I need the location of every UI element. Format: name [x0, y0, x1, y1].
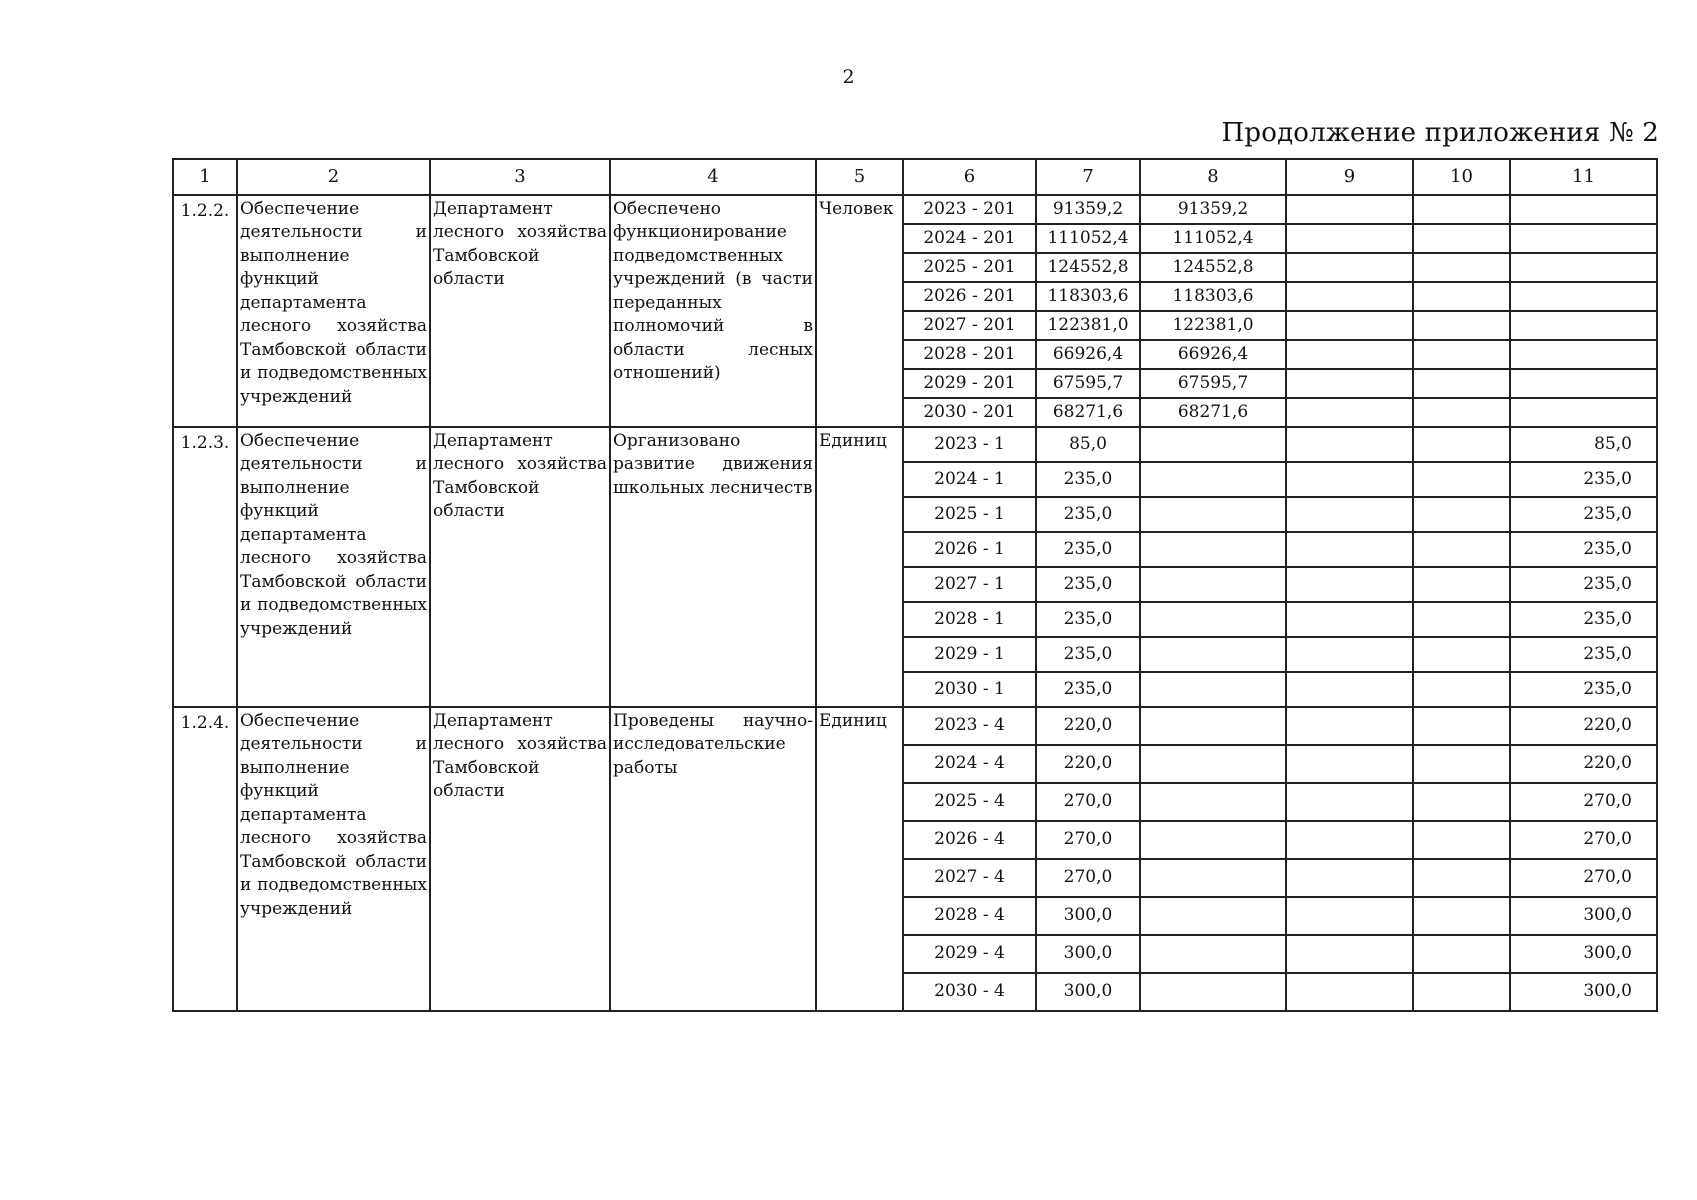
year-code: 2028 - 1	[903, 602, 1036, 637]
col9-value	[1286, 637, 1413, 672]
col11-value	[1510, 282, 1657, 311]
row-description: Обеспечение деятельности и выполнение функций департамента лесного хозяйства Тамбовской области и подведомственных учреждений	[237, 707, 430, 1011]
col8-value	[1140, 427, 1286, 462]
year-code: 2027 - 1	[903, 567, 1036, 602]
year-code: 2024 - 1	[903, 462, 1036, 497]
year-code: 2026 - 201	[903, 282, 1036, 311]
row-unit: Единиц	[816, 427, 903, 707]
total-value: 235,0	[1036, 532, 1140, 567]
row-id: 1.2.3.	[173, 427, 237, 707]
col11-value: 270,0	[1510, 783, 1657, 821]
col8-value	[1140, 897, 1286, 935]
column-header: 5	[816, 159, 903, 195]
col8-value	[1140, 462, 1286, 497]
col11-value: 270,0	[1510, 821, 1657, 859]
col10-value	[1413, 224, 1510, 253]
total-value: 235,0	[1036, 497, 1140, 532]
year-code: 2028 - 201	[903, 340, 1036, 369]
col8-value	[1140, 532, 1286, 567]
col11-value: 235,0	[1510, 497, 1657, 532]
column-header: 6	[903, 159, 1036, 195]
year-code: 2029 - 201	[903, 369, 1036, 398]
col9-value	[1286, 398, 1413, 427]
col10-value	[1413, 859, 1510, 897]
col11-value: 85,0	[1510, 427, 1657, 462]
col9-value	[1286, 859, 1413, 897]
column-header: 2	[237, 159, 430, 195]
total-value: 122381,0	[1036, 311, 1140, 340]
col9-value	[1286, 821, 1413, 859]
col9-value	[1286, 462, 1413, 497]
col10-value	[1413, 973, 1510, 1011]
col9-value	[1286, 602, 1413, 637]
total-value: 300,0	[1036, 897, 1140, 935]
col11-value	[1510, 340, 1657, 369]
col10-value	[1413, 369, 1510, 398]
row-executor: Департамент лесного хозяйства Тамбовской области	[430, 195, 610, 427]
year-code: 2026 - 4	[903, 821, 1036, 859]
col9-value	[1286, 567, 1413, 602]
column-header: 4	[610, 159, 816, 195]
year-code: 2026 - 1	[903, 532, 1036, 567]
row-description: Обеспечение деятельности и выполнение функций департамента лесного хозяйства Тамбовской области и подведомственных учреждений	[237, 427, 430, 707]
year-code: 2024 - 4	[903, 745, 1036, 783]
col9-value	[1286, 707, 1413, 745]
total-value: 220,0	[1036, 745, 1140, 783]
year-code: 2028 - 4	[903, 897, 1036, 935]
col9-value	[1286, 253, 1413, 282]
col11-value: 220,0	[1510, 707, 1657, 745]
row-executor: Департамент лесного хозяйства Тамбовской области	[430, 427, 610, 707]
col10-value	[1413, 311, 1510, 340]
header-row	[173, 159, 1657, 195]
col10-value	[1413, 195, 1510, 224]
col10-value	[1413, 532, 1510, 567]
col9-value	[1286, 340, 1413, 369]
col8-value	[1140, 859, 1286, 897]
total-value: 270,0	[1036, 859, 1140, 897]
col11-value	[1510, 195, 1657, 224]
total-value: 91359,2	[1036, 195, 1140, 224]
year-code: 2023 - 201	[903, 195, 1036, 224]
total-value: 68271,6	[1036, 398, 1140, 427]
col8-value	[1140, 783, 1286, 821]
year-code: 2029 - 4	[903, 935, 1036, 973]
col9-value	[1286, 935, 1413, 973]
col11-value: 235,0	[1510, 462, 1657, 497]
col10-value	[1413, 897, 1510, 935]
year-code: 2027 - 4	[903, 859, 1036, 897]
col8-value	[1140, 973, 1286, 1011]
row-executor: Департамент лесного хозяйства Тамбовской области	[430, 707, 610, 1011]
col9-value	[1286, 195, 1413, 224]
year-code: 2025 - 1	[903, 497, 1036, 532]
col10-value	[1413, 340, 1510, 369]
total-value: 270,0	[1036, 821, 1140, 859]
total-value: 67595,7	[1036, 369, 1140, 398]
year-code: 2030 - 1	[903, 672, 1036, 707]
col8-value: 66926,4	[1140, 340, 1286, 369]
col8-value	[1140, 935, 1286, 973]
row-result: Организовано развитие движения школьных лесничеств	[610, 427, 816, 707]
col8-value	[1140, 672, 1286, 707]
col10-value	[1413, 707, 1510, 745]
column-header: 1	[173, 159, 237, 195]
col8-value	[1140, 745, 1286, 783]
col10-value	[1413, 637, 1510, 672]
col10-value	[1413, 282, 1510, 311]
total-value: 235,0	[1036, 602, 1140, 637]
col11-value: 300,0	[1510, 973, 1657, 1011]
col10-value	[1413, 567, 1510, 602]
column-header: 3	[430, 159, 610, 195]
year-code: 2030 - 4	[903, 973, 1036, 1011]
col11-value	[1510, 369, 1657, 398]
col8-value: 67595,7	[1140, 369, 1286, 398]
col9-value	[1286, 311, 1413, 340]
col8-value: 124552,8	[1140, 253, 1286, 282]
col9-value	[1286, 282, 1413, 311]
col8-value	[1140, 497, 1286, 532]
year-code: 2023 - 4	[903, 707, 1036, 745]
col8-value	[1140, 602, 1286, 637]
total-value: 85,0	[1036, 427, 1140, 462]
col10-value	[1413, 398, 1510, 427]
col11-value	[1510, 398, 1657, 427]
col11-value	[1510, 311, 1657, 340]
col10-value	[1413, 497, 1510, 532]
column-header: 8	[1140, 159, 1286, 195]
col11-value: 300,0	[1510, 897, 1657, 935]
col10-value	[1413, 602, 1510, 637]
year-code: 2030 - 201	[903, 398, 1036, 427]
column-header: 7	[1036, 159, 1140, 195]
col9-value	[1286, 224, 1413, 253]
total-value: 118303,6	[1036, 282, 1140, 311]
col11-value: 235,0	[1510, 532, 1657, 567]
column-header: 11	[1510, 159, 1657, 195]
col8-value: 91359,2	[1140, 195, 1286, 224]
table-row	[173, 707, 1657, 745]
col9-value	[1286, 532, 1413, 567]
col11-value: 235,0	[1510, 567, 1657, 602]
col8-value	[1140, 707, 1286, 745]
total-value: 270,0	[1036, 783, 1140, 821]
row-unit: Человек	[816, 195, 903, 427]
total-value: 111052,4	[1036, 224, 1140, 253]
total-value: 235,0	[1036, 637, 1140, 672]
col11-value	[1510, 224, 1657, 253]
col9-value	[1286, 369, 1413, 398]
total-value: 235,0	[1036, 567, 1140, 602]
year-code: 2027 - 201	[903, 311, 1036, 340]
column-header: 10	[1413, 159, 1510, 195]
col11-value: 235,0	[1510, 637, 1657, 672]
col9-value	[1286, 973, 1413, 1011]
col10-value	[1413, 821, 1510, 859]
col11-value: 235,0	[1510, 672, 1657, 707]
row-id: 1.2.4.	[173, 707, 237, 1011]
col9-value	[1286, 783, 1413, 821]
table-row	[173, 427, 1657, 462]
total-value: 220,0	[1036, 707, 1140, 745]
page-number: 2	[842, 66, 855, 88]
total-value: 66926,4	[1036, 340, 1140, 369]
row-unit: Единиц	[816, 707, 903, 1011]
col9-value	[1286, 427, 1413, 462]
total-value: 300,0	[1036, 935, 1140, 973]
total-value: 235,0	[1036, 462, 1140, 497]
col11-value	[1510, 253, 1657, 282]
col10-value	[1413, 745, 1510, 783]
col9-value	[1286, 897, 1413, 935]
col8-value: 118303,6	[1140, 282, 1286, 311]
row-description: Обеспечение деятельности и выполнение функций департамента лесного хозяйства Тамбовской области и подведомственных учреждений	[237, 195, 430, 427]
col11-value: 220,0	[1510, 745, 1657, 783]
year-code: 2025 - 201	[903, 253, 1036, 282]
appendix-table	[172, 158, 1658, 1012]
col10-value	[1413, 783, 1510, 821]
col9-value	[1286, 497, 1413, 532]
col10-value	[1413, 462, 1510, 497]
col10-value	[1413, 935, 1510, 973]
col8-value	[1140, 637, 1286, 672]
total-value: 124552,8	[1036, 253, 1140, 282]
row-result: Обеспечено функционирование подведомственных учреждений (в части переданных полномочий в области лесных отношений)	[610, 195, 816, 427]
total-value: 300,0	[1036, 973, 1140, 1011]
col8-value: 68271,6	[1140, 398, 1286, 427]
row-id: 1.2.2.	[173, 195, 237, 427]
col8-value	[1140, 821, 1286, 859]
continuation-title: Продолжение приложения № 2	[1221, 118, 1659, 148]
col9-value	[1286, 672, 1413, 707]
col10-value	[1413, 427, 1510, 462]
column-header: 9	[1286, 159, 1413, 195]
col11-value: 270,0	[1510, 859, 1657, 897]
col8-value: 111052,4	[1140, 224, 1286, 253]
col8-value	[1140, 567, 1286, 602]
total-value: 235,0	[1036, 672, 1140, 707]
col10-value	[1413, 672, 1510, 707]
col8-value: 122381,0	[1140, 311, 1286, 340]
row-result: Проведены научно-исследовательские работы	[610, 707, 816, 1011]
col10-value	[1413, 253, 1510, 282]
table-row	[173, 195, 1657, 224]
year-code: 2025 - 4	[903, 783, 1036, 821]
year-code: 2024 - 201	[903, 224, 1036, 253]
year-code: 2023 - 1	[903, 427, 1036, 462]
col9-value	[1286, 745, 1413, 783]
col11-value: 235,0	[1510, 602, 1657, 637]
col11-value: 300,0	[1510, 935, 1657, 973]
year-code: 2029 - 1	[903, 637, 1036, 672]
